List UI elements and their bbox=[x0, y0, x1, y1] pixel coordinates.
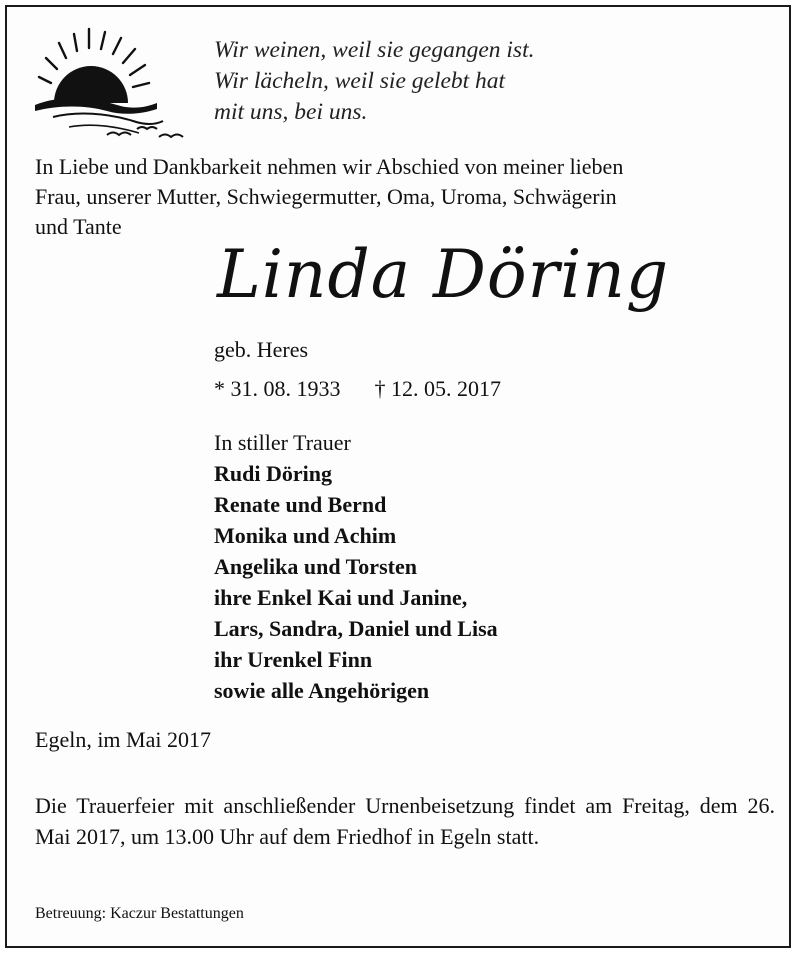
place-date: Egeln, im Mai 2017 bbox=[35, 727, 211, 752]
mourners-list bbox=[214, 427, 498, 706]
motto bbox=[214, 35, 534, 128]
mourner-name: Rudi Döring bbox=[214, 461, 332, 486]
mourner-name: Angelika und Torsten bbox=[214, 554, 417, 579]
mourner-name: ihr Urenkel Finn bbox=[214, 647, 373, 672]
ceremony-info: Die Trauerfeier mit anschließender Urnenbeisetzung findet am Freitag, dem 26. Mai 2017, um 13.00 Uhr auf dem Friedhof in Egeln statt. bbox=[35, 793, 775, 849]
mourner-name: Renate und Bernd bbox=[214, 492, 387, 517]
sunset-dunes-birds-icon bbox=[29, 25, 189, 150]
birth-name: geb. Heres bbox=[214, 337, 309, 362]
deceased-name: Linda Döring bbox=[217, 236, 670, 313]
motto-line: mit uns, bei uns. bbox=[214, 99, 368, 125]
obituary-frame bbox=[5, 5, 791, 948]
mourner-name: ihre Enkel Kai und Janine, bbox=[214, 585, 468, 610]
intro-line: In Liebe und Dankbarkeit nehmen wir Abschied von meiner lieben bbox=[35, 154, 624, 179]
intro-line: und Tante bbox=[35, 214, 122, 239]
mourner-name: sowie alle Angehörigen bbox=[214, 678, 430, 703]
motto-line: Wir weinen, weil sie gegangen ist. bbox=[214, 37, 535, 63]
life-dates bbox=[214, 376, 501, 402]
death-date: † 12. 05. 2017 bbox=[374, 376, 501, 401]
mourners-intro: In stiller Trauer bbox=[214, 430, 351, 455]
intro-line: Frau, unserer Mutter, Schwiegermutter, Oma, Uroma, Schwägerin bbox=[35, 184, 617, 209]
motto-line: Wir lächeln, weil sie gelebt hat bbox=[214, 68, 506, 94]
intro-text bbox=[35, 152, 775, 242]
mourner-name: Monika und Achim bbox=[214, 523, 397, 548]
undertaker-credit: Betreuung: Kaczur Bestattungen bbox=[35, 905, 244, 922]
mourner-name: Lars, Sandra, Daniel und Lisa bbox=[214, 616, 498, 641]
birth-date: * 31. 08. 1933 bbox=[214, 376, 341, 401]
